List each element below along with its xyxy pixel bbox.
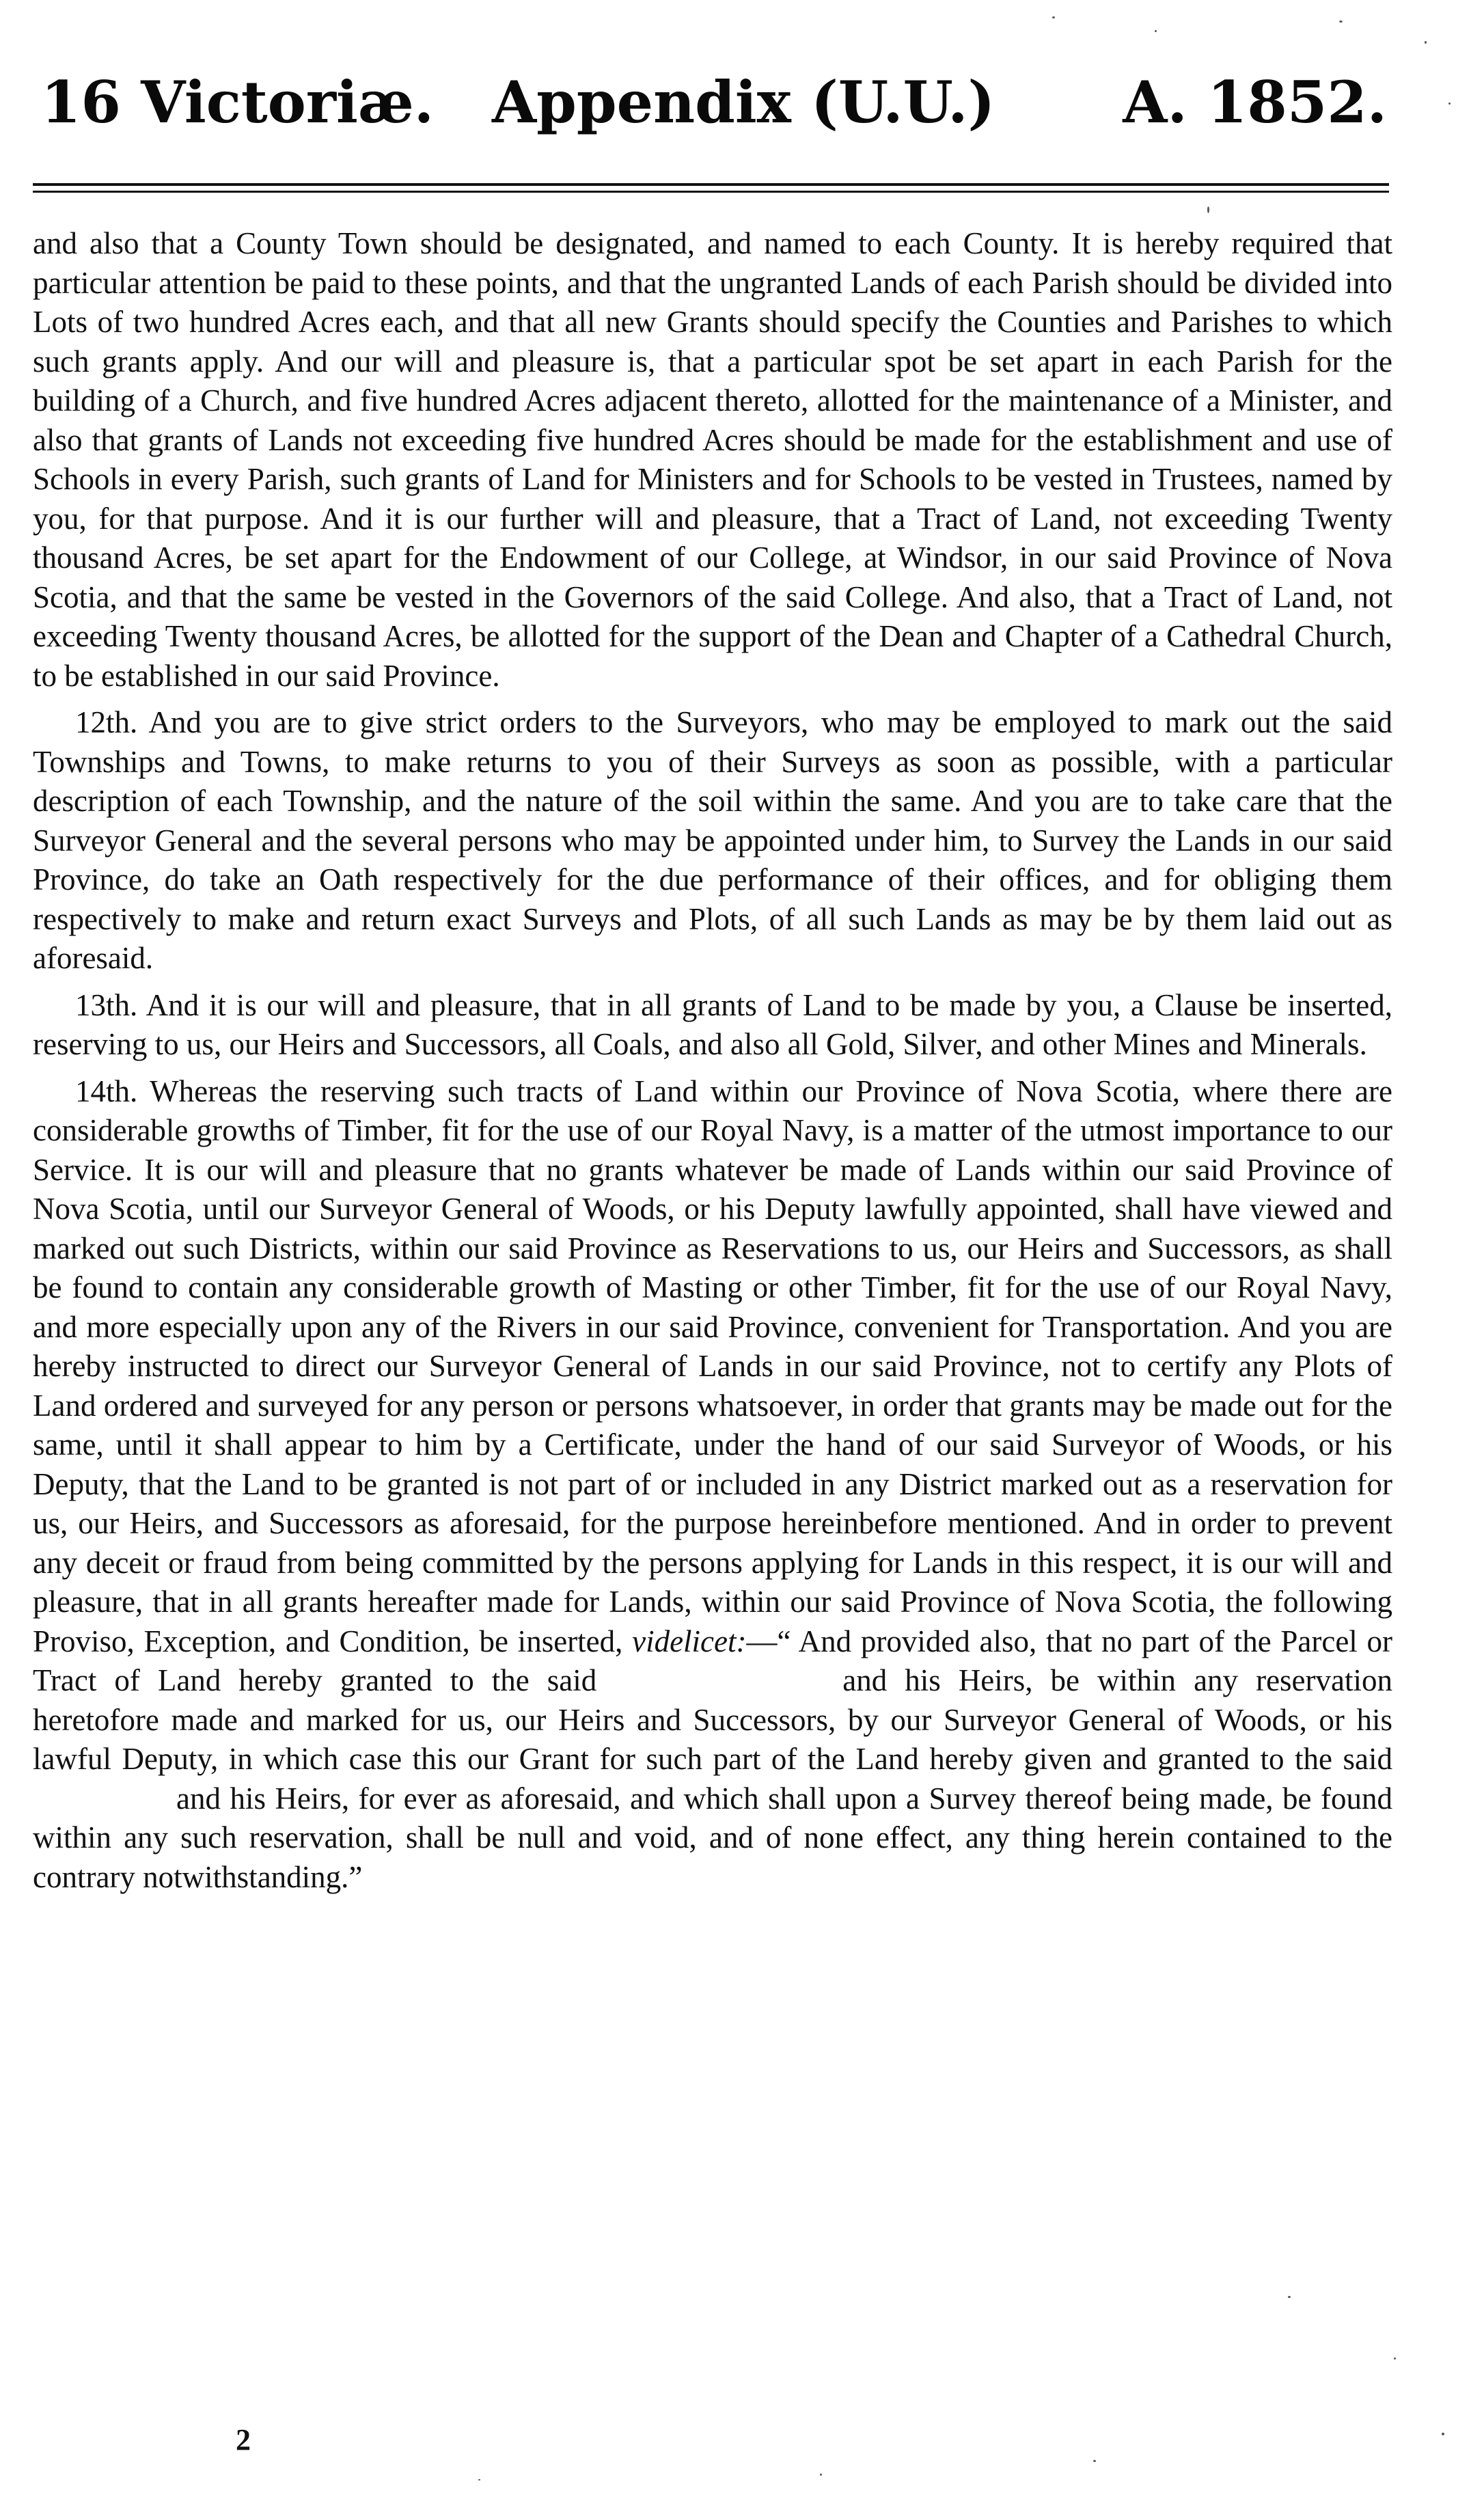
- running-header: [41, 65, 1387, 140]
- scan-speck: [1442, 2433, 1444, 2435]
- videlicet-italic: videlicet:: [632, 1624, 747, 1658]
- scan-speck: [1425, 41, 1427, 44]
- scan-speck: [1394, 2357, 1396, 2360]
- body-text: [33, 224, 1392, 1897]
- paragraph-14th-part-d: and his Heirs, for ever as aforesaid, and which shall upon a Survey thereof being made, be found within any such reservation, shall be null and void, and of none effect, any thing herein contained to the contrary notwithstanding.”: [33, 1781, 1392, 1894]
- scan-speck: [478, 2479, 480, 2480]
- header-year: A. 1852.: [1123, 68, 1387, 136]
- scan-speck: [1155, 30, 1157, 32]
- paragraph-continuation: and also that a County Town should be designated, and named to each County. It is hereby required that particular attention be paid to these points, and that the ungranted Lands of each Parish should be divided into Lots of two hundred Acres each, and that all new Grants should specify the Counties and Parishes to which such grants apply. And our will and pleasure is, that a particular spot be set apart in each Parish for the building of a Church, and five hundred Acres adjacent thereto, allotted for the maintenance of a Minister, and also that grants of Lands not exceeding five hundred Acres should be made for the establishment and use of Schools in every Parish, such grants of Land for Ministers and for Schools to be vested in Trustees, named by you, for that purpose. And it is our further will and pleasure, that a Tract of Land, not exceeding Twenty thousand Acres, be set apart for the Endowment of our College, at Windsor, in our said Province of Nova Scotia, and that the same be vested in the Governors of the said College. And also, that a Tract of Land, not exceeding Twenty thousand Acres, be allotted for the support of the Dean and Chapter of a Cathedral Church, to be established in our said Province.: [33, 226, 1392, 693]
- paragraph-14th: [33, 1072, 1392, 1898]
- scan-speck: [1448, 102, 1451, 105]
- header-session: 16 Victoriæ.: [41, 68, 435, 136]
- paragraph-14th-part-a: 14th. Whereas the reserving such tracts of Land within our Province of Nova Scotia, where there are considerable growths of Timber, fit for the use of our Royal Navy, is a matter of the utmost importance to our Service. It is our will and pleasure that no grants whatever be made of Lands within our said Province of Nova Scotia, until our Surveyor General of Woods, or his Deputy lawfully appointed, shall have viewed and marked out such Districts, within our said Province as Reservations to us, our Heirs and Successors, as shall be found to contain any considerable growth of Masting or other Timber, fit for the use of our Royal Navy, and more especially upon any of the Rivers in our said Province, convenient for Transportation. And you are hereby instructed to direct our Surveyor General of Lands in our said Province, not to certify any Plots of Land ordered and surveyed for any person or persons whatsoever, in order that grants may be made out for the same, until it shall appear to him by a Certificate, under the hand of our said Surveyor of Woods, or his Deputy, that the Land to be granted is not part of or included in any District marked out as a reservation for us, our Heirs, and Successors as aforesaid, for the purpose hereinbefore mentioned. And in order to prevent any deceit or fraud from being committed by the persons applying for Lands in this respect, it is our will and pleasure, that in all grants hereafter made for Lands, within our said Province of Nova Scotia, the following Proviso, Exception, and Condition, be inserted,: [33, 1073, 1392, 1658]
- header-rule-top: [33, 183, 1389, 186]
- scan-speck: [1288, 2296, 1291, 2298]
- scan-speck: [1093, 2460, 1096, 2462]
- header-appendix: Appendix (U.U.): [492, 68, 995, 136]
- paragraph-13th: 13th. And it is our will and pleasure, that in all grants of Land to be made by you, a Clause be inserted, reserving to us, our Heirs and Successors, all Coals, and also all Gold, Silver, and other Mines and Minerals.: [33, 987, 1392, 1061]
- scan-speck: [1207, 206, 1209, 213]
- scan-speck: [1339, 20, 1343, 23]
- paragraph-12th: 12th. And you are to give strict orders to the Surveyors, who may be employed to mark out the said Townships and Towns, to make returns to you of their Surveys as soon as possible, with a particular description of each Township, and the nature of the soil within the same. And you are to take care that the Surveyor General and the several persons who may be appointed under him, to Survey the Lands in our said Province, do take an Oath respectively for the due performance of their offices, and for obliging them respectively to make and return exact Surveys and Plots, of all such Lands as may be by them laid out as aforesaid.: [33, 705, 1392, 975]
- header-rule-bottom: [33, 191, 1389, 193]
- paragraph-14th-part-b: —“ And provided also, that no part of the Parcel or Tract of Land hereby granted to the said: [33, 1624, 1392, 1697]
- signature-mark: 2: [236, 2423, 251, 2457]
- scan-speck: [820, 2474, 822, 2476]
- paragraph-14th-part-c: and his Heirs, be within any reservation heretofore made and marked for us, our Heirs and Successors, by our Surveyor General of Woods, or his lawful Deputy, in which case this our Grant for such part of the Land hereby given and granted to the said: [33, 1663, 1392, 1776]
- scan-speck: [1052, 16, 1055, 18]
